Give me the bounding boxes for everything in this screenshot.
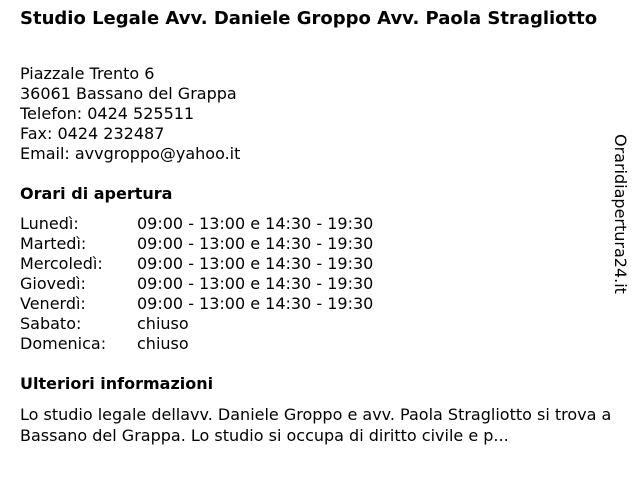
hours-time: 09:00 - 13:00 e 14:30 - 19:30	[137, 294, 374, 313]
city-line: 36061 Bassano del Grappa	[20, 84, 237, 103]
hours-time: 09:00 - 13:00 e 14:30 - 19:30	[137, 274, 374, 293]
email-line: Email: avvgroppo@yahoo.it	[20, 144, 241, 163]
hours-day: Venerdì:	[20, 294, 86, 313]
hours-day: Domenica:	[20, 334, 107, 353]
hours-time: 09:00 - 13:00 e 14:30 - 19:30	[137, 254, 374, 273]
phone-line: Telefon: 0424 525511	[20, 104, 195, 123]
hours-heading: Orari di apertura	[20, 184, 173, 203]
info-text: Lo studio legale dellavv. Daniele Groppo e avv. Paola Stragliotto si trova a Bassano del Grappa. Lo studio si occupa di diritto civile e p...	[20, 405, 612, 445]
fax-line: Fax: 0424 232487	[20, 124, 165, 143]
business-title: Studio Legale Avv. Daniele Groppo Avv. Paola Stragliotto	[20, 8, 598, 29]
address-block	[20, 64, 240, 164]
hours-time: chiuso	[137, 314, 189, 333]
site-watermark	[600, 134, 640, 314]
hours-day: Martedì:	[20, 234, 87, 253]
hours-time: 09:00 - 13:00 e 14:30 - 19:30	[137, 214, 374, 233]
site-name: Oraridiapertura24.it	[611, 134, 630, 294]
hours-day: Giovedì:	[20, 274, 86, 293]
street-line: Piazzale Trento 6	[20, 64, 155, 83]
hours-time: chiuso	[137, 334, 189, 353]
info-heading: Ulteriori informazioni	[20, 374, 214, 393]
hours-day: Sabato:	[20, 314, 82, 333]
hours-time: 09:00 - 13:00 e 14:30 - 19:30	[137, 234, 374, 253]
hours-day: Lunedì:	[20, 214, 79, 233]
hours-day: Mercoledì:	[20, 254, 103, 273]
